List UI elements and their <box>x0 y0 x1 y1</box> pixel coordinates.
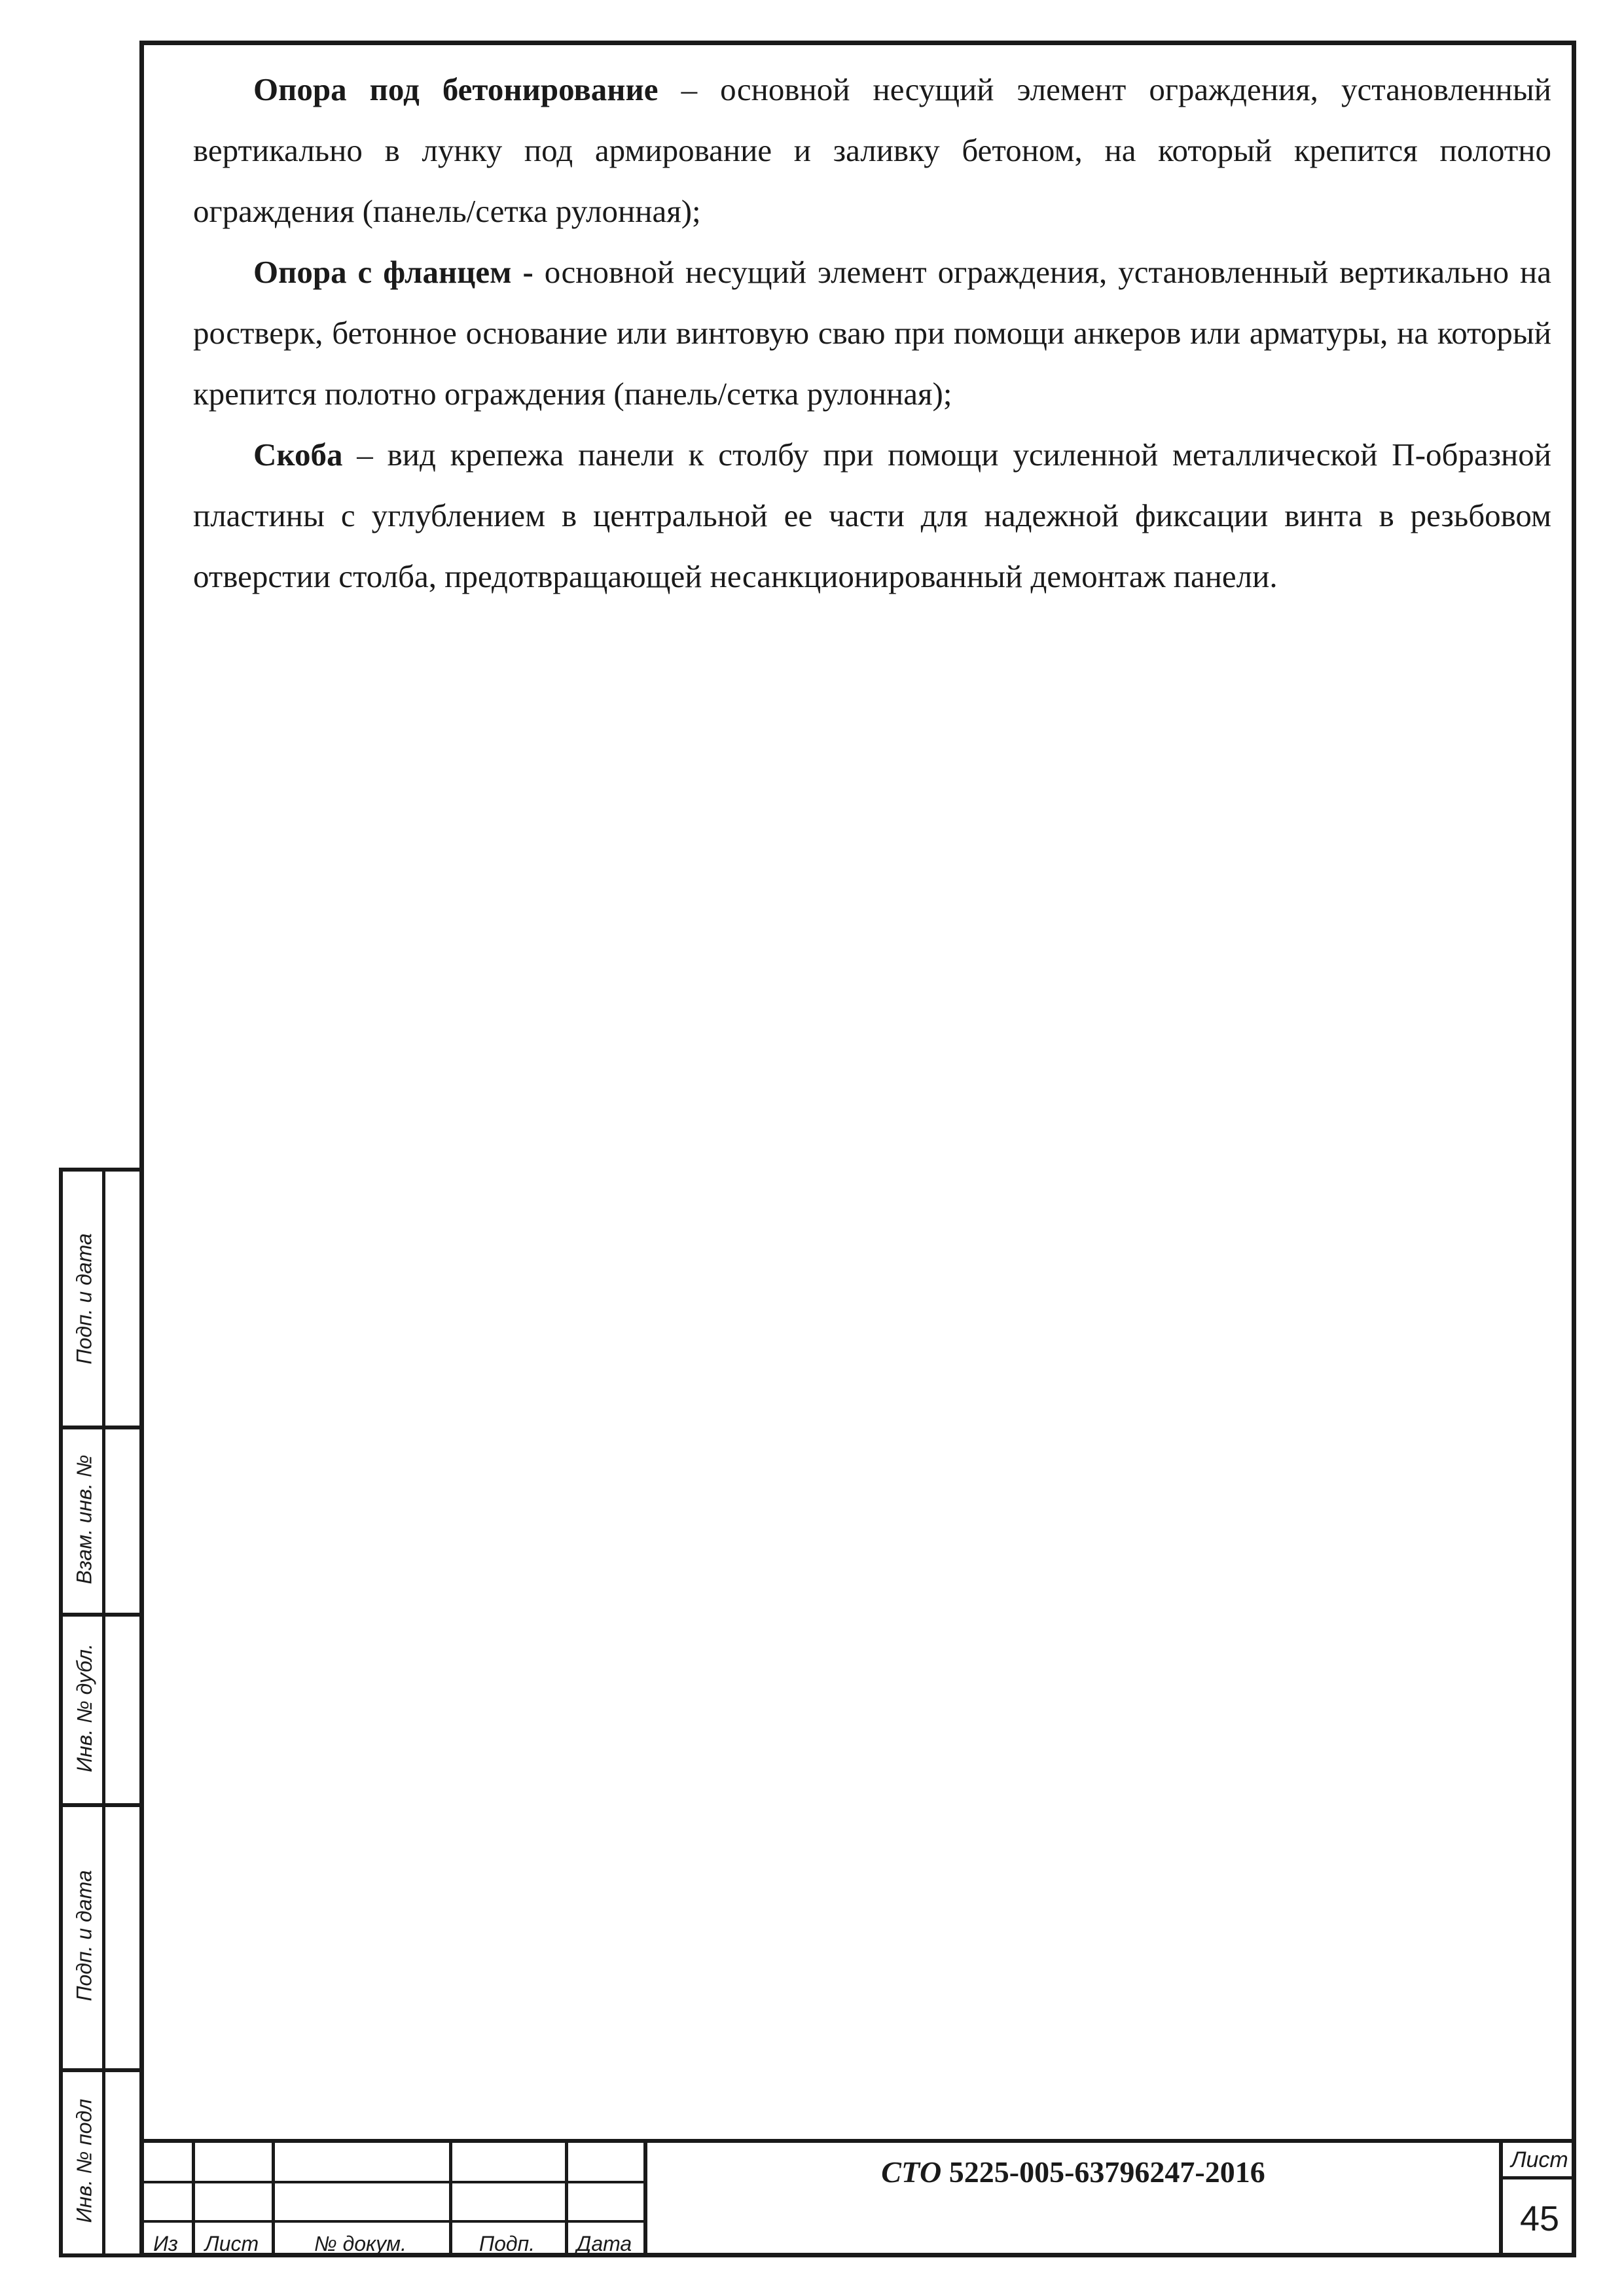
side-label-text: Инв. № подл <box>72 2098 96 2223</box>
term-support-flange: Опора с фланцем - <box>253 254 533 290</box>
paragraph-support-flange <box>193 242 1551 424</box>
stamp-col-sheet: Лист <box>204 2232 259 2255</box>
paragraph-support-concrete <box>193 59 1551 242</box>
side-label-text: Инв. № дубл. <box>72 1643 96 1772</box>
sheet-label: Лист <box>1503 2143 1576 2179</box>
term-support-concrete: Опора под бетонирование <box>253 71 659 107</box>
side-label-text: Подп. и дата <box>72 1232 96 1365</box>
stamp-col-date: Дата <box>576 2232 632 2255</box>
side-label-sign-date-2 <box>67 1803 102 2068</box>
side-label-dup-inv <box>67 1613 102 1803</box>
stamp-col-change: Из <box>153 2232 178 2255</box>
document-code-number: 5225-005-63796247-2016 <box>948 2155 1265 2189</box>
stamp-col-signature: Подп. <box>478 2232 535 2255</box>
document-code <box>643 2139 1499 2257</box>
definition-bracket: – вид крепежа панели к столбу при помощи усиленной металлической П-образной пластины с углублением в центральной ее части для надежной фиксации винта в резьбовом отверстии столба, предотвращающей несанкционированный демонтаж панели. <box>193 437 1551 594</box>
sheet-box <box>1499 2139 1576 2257</box>
side-label-orig-inv <box>67 2068 102 2253</box>
side-strip <box>59 1168 144 2257</box>
side-strip-column-divider <box>102 1172 105 2253</box>
definition-support-flange: основной несущий элемент ограждения, установленный вертикально на ростверк, бетонное основание или винтовую сваю при помощи анкеров или арматуры, на который крепится полотно ограждения (панель/сетка рулонная); <box>193 254 1551 412</box>
term-bracket: Скоба <box>253 437 343 473</box>
definition-support-concrete: – основной несущий элемент ограждения, установленный вертикально в лунку под армирование и заливку бетоном, на который крепится полотно ограждения (панель/сетка рулонная); <box>193 71 1552 229</box>
side-label-replace-inv <box>67 1426 102 1613</box>
title-block-grid <box>139 2139 643 2257</box>
side-label-text: Взам. инв. № <box>72 1454 96 1584</box>
sheet-number: 45 <box>1519 2198 1560 2238</box>
document-body <box>193 59 1551 607</box>
side-label-text: Подп. и дата <box>72 1870 96 2001</box>
document-code-prefix: СТО <box>881 2155 942 2189</box>
stamp-col-doc-number: № докум. <box>314 2232 406 2255</box>
paragraph-bracket <box>193 424 1551 607</box>
side-label-sign-date-1 <box>67 1172 102 1426</box>
